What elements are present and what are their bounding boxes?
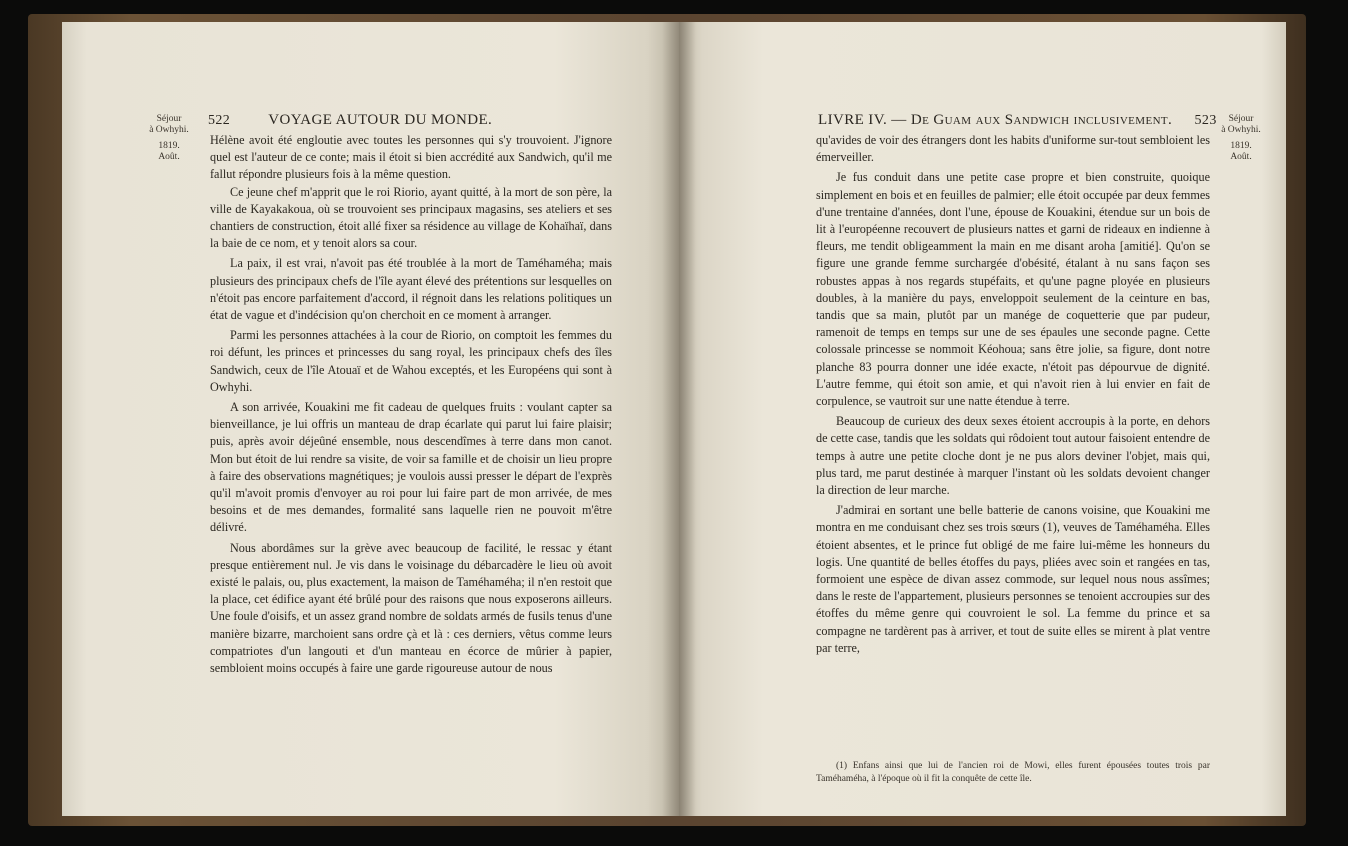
margin-place-line1: Séjour bbox=[1228, 114, 1254, 124]
left-running-title: VOYAGE AUTOUR DU MONDE. bbox=[268, 112, 493, 128]
margin-place-line2: à Owhyhi. bbox=[149, 125, 189, 135]
left-body-text bbox=[210, 132, 612, 677]
left-running-head bbox=[208, 112, 492, 129]
paragraph: qu'avides de voir des étrangers dont les habits d'uniforme sur-tout sembloient les émerveiller. bbox=[816, 133, 1210, 165]
right-margin-note bbox=[1216, 114, 1266, 163]
paragraph: Parmi les personnes attachées à la cour de Riorio, on comptoit les femmes du roi défunt, les princes et princesses du sang royal, les principaux chefs des îles Sandwich, ceux de l'île Atouaï et de Wahou exceptés, et les Européens qui sont à Owhyhi. bbox=[210, 328, 612, 394]
paragraph: J'admirai en sortant une belle batterie de canons voisine, que Kouakini me montra en me conduisant chez ses trois sœurs (1), veuves de Taméhaméha. Elles étoient absentes, et le prince fut obligé de me faire lui-même les honneurs du logis. Une quantité de belles étoffes du pays, pliées avec soin et rangées en tas, formoient une espèce de divan assez commode, sur lequel nous nous assîmes; dans le reste de l'appartement, plusieurs personnes se tenoient accroupies sur des étoffes du même genre qui couvroient le sol. La femme du prince et sa compagne ne tardèrent pas à arriver, et tout de suite elles se mirent à plat ventre par terre, bbox=[816, 503, 1210, 655]
right-running-title: LIVRE IV. — De Guam aux Sandwich inclusivement. bbox=[818, 112, 1173, 128]
right-body-text bbox=[816, 132, 1210, 657]
left-page bbox=[62, 22, 678, 816]
footnote-text: (1) Enfans ainsi que lui de l'ancien roi de Mowi, elles furent épousées toutes trois par Taméhaméha, à l'époque où il fit la conquête de cette île. bbox=[816, 761, 1210, 784]
paragraph: A son arrivée, Kouakini me fit cadeau de quelques fruits : voulant capter sa bienveillance, je lui offris un manteau de drap écarlate qui parut lui faire plaisir; puis, après avoir déjeûné ensemble, nous descendîmes à terre dans mon canot. Mon but étoit de lui rendre sa visite, de voir sa famille et de choisir un lieu propre à faire des observations magnétiques; je voulois aussi presser le départ de l'exprès qu'il m'avoit promis d'envoyer au roi pour lui faire part de mon arrivée, de mes besoins et de mes demandes, formalité sans laquelle rien ne pouvoit m'être délivré. bbox=[210, 400, 612, 535]
paragraph: La paix, il est vrai, n'avoit pas été troublée à la mort de Taméhaméha; mais plusieurs des principaux chefs de l'île ayant élevé des prétentions sur lesquelles on n'étoit pas encore parfaitement d'accord, il régnoit dans les relations politiques un état de vague et d'indécision qu'on cherchoit en ce moment à arranger. bbox=[210, 256, 612, 323]
paragraph: Ce jeune chef m'apprit que le roi Riorio, ayant quitté, à la mort de son père, la ville de Kayakakoua, où se trouvoient ses principaux magasins, ses ateliers et ses chantiers de construction, étoit allé fixer sa résidence au village de Kohaïhaï, dans la baie de ce nom, et y tenoit alors sa cour. bbox=[210, 184, 612, 251]
margin-place-line1: Séjour bbox=[156, 114, 182, 124]
margin-year: 1819. bbox=[1230, 141, 1252, 151]
right-page bbox=[678, 22, 1286, 816]
margin-year: 1819. bbox=[158, 141, 180, 151]
margin-month: Août. bbox=[1230, 152, 1252, 162]
paragraph: Je fus conduit dans une petite case propre et bien construite, quoique simplement en bois et en feuilles de palmier; elle étoit occupée par deux femmes d'une trentaine d'années, dont l'une, épouse de Kouakini, étendue sur un bois de lit à l'européenne recouvert de plusieurs nattes et garni de rideaux en indienne à fleurs, me tendit obligeamment la main en me disant aroha [amitié]. Qu'on se figure une grande femme surchargée d'obésité, étalant à nu sans façon ses robustes appas à nos regards stupéfaits, et qu'une pagne ployée en plusieurs doubles, à la manière du pays, enveloppoit seulement de la ceinture en bas, tandis que sa main, plutôt par un manége de coquetterie que par pudeur, ramenoit de temps en temps sur une de ses épaules une seconde pagne. Cette colossale princesse se nommoit Kéohoua; sans être jolie, sa figure, dont notre planche 83 pourra donner une idée exacte, n'étoit pas dépourvue de dignité. L'autre femme, qui étoit son amie, et qui n'avoit rien à lui envier en fait de corpulence, se vautroit sur une natte étendue à terre. bbox=[816, 170, 1210, 409]
footnote bbox=[816, 760, 1210, 786]
right-running-head bbox=[818, 112, 1217, 129]
paragraph: Nous abordâmes sur la grève avec beaucoup de facilité, le ressac y étant presque entièrement nul. Je vis dans le voisinage du débarcadère le lieu où avoit existé le palais, ou, plus exactement, la maison de Taméhaméha; il n'en restoit que la place, cet édifice ayant été brûlé pour des raisons que nous exposerons ailleurs. Une foule d'oisifs, et un assez grand nombre de soldats armés de fusils tenus d'une manière bizarre, marchoient sans ordre çà et là : ces derniers, vêtus comme leurs compatriotes d'un langouti et d'un manteau en écorce de mûrier à papier, sembloient moins occupés à faire une garde rigoureuse autour de nous bbox=[210, 540, 612, 676]
paragraph: Hélène avoit été engloutie avec toutes les personnes qui s'y trouvoient. J'ignore quel est l'auteur de ce conte; mais il étoit si bien accrédité aux Sandwich, qu'il me fallut répondre plusieurs fois à la même question. bbox=[210, 133, 612, 182]
margin-month: Août. bbox=[158, 152, 180, 162]
gutter-shadow bbox=[662, 22, 696, 816]
left-margin-note bbox=[144, 114, 194, 163]
paragraph: Beaucoup de curieux des deux sexes étoient accroupis à la porte, en dehors de cette case, tandis que les soldats qui rôdoient tout autour faisoient entendre de temps à autre une petite cloche dont je ne pus alors deviner l'objet, mais qui, plus tard, me parut destinée à marquer l'instant où les soldats devoient changer la direction de leur marche. bbox=[816, 414, 1210, 498]
margin-place-line2: à Owhyhi. bbox=[1221, 125, 1261, 135]
right-page-number: 523 bbox=[1194, 113, 1217, 128]
left-page-number: 522 bbox=[208, 113, 231, 128]
